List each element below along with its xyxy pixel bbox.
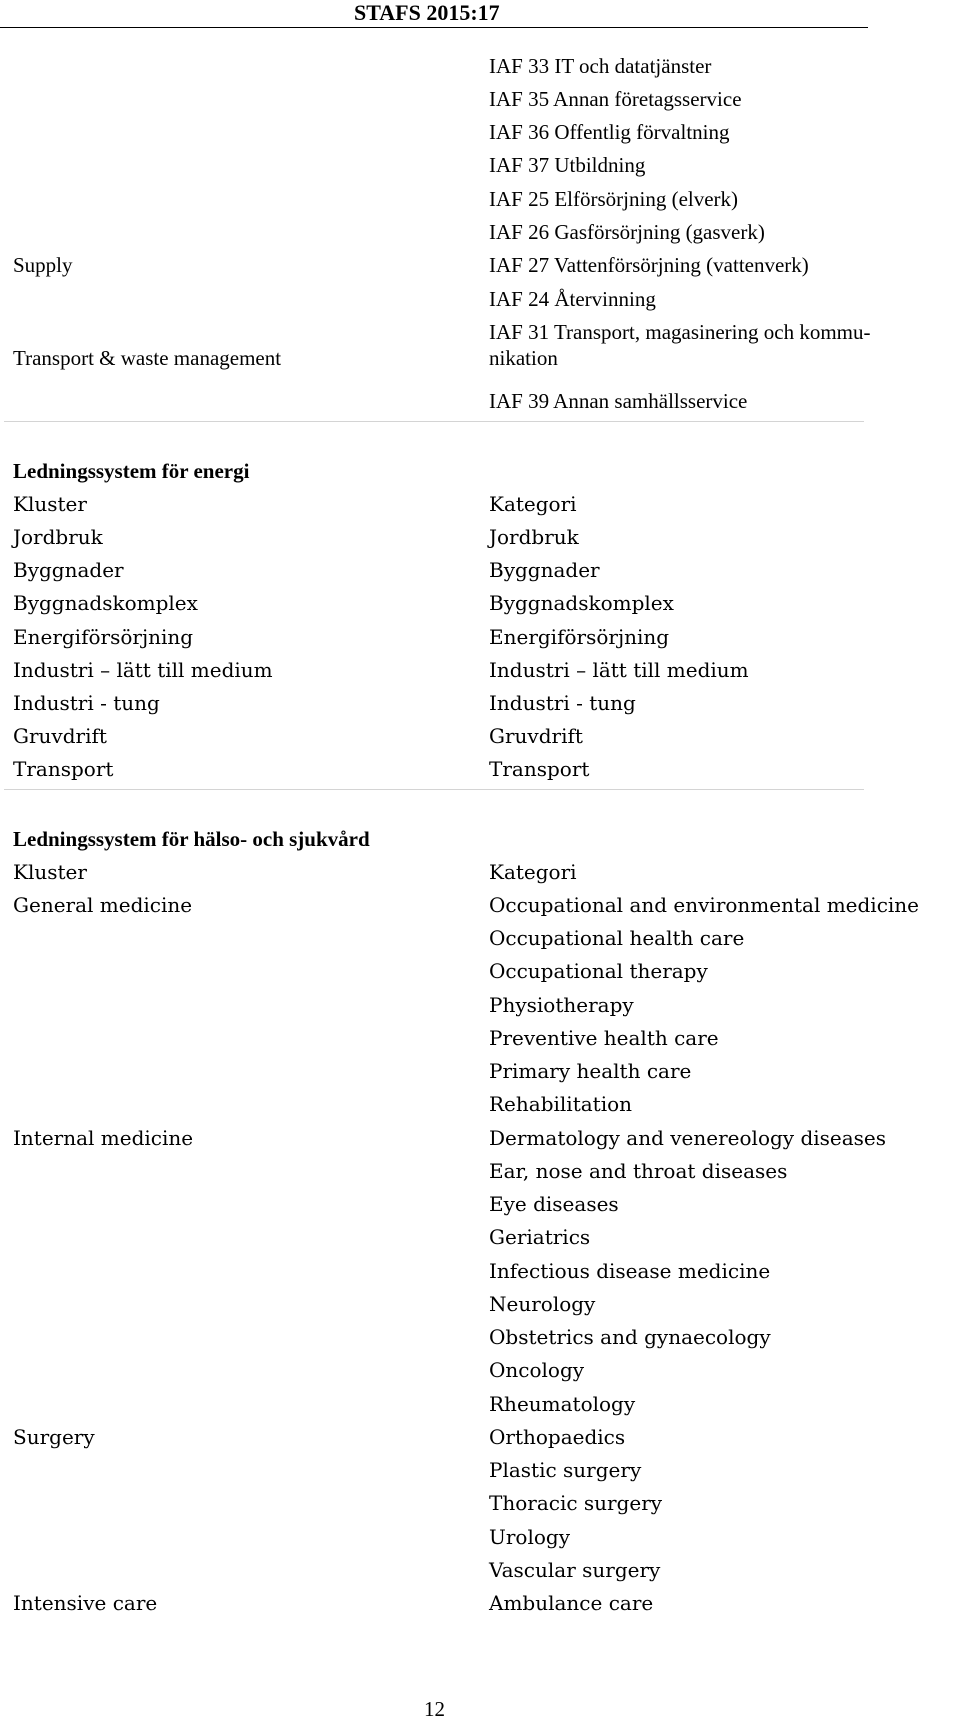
table-cell: Jordbruk: [13, 525, 103, 549]
table-cell: Byggnadskomplex: [489, 591, 674, 616]
table-cell: Industri - tung: [13, 691, 160, 715]
energy-kluster-header: Kluster: [13, 492, 87, 516]
table-cell: Gruvdrift: [13, 724, 107, 749]
table-cell: IAF 39 Annan samhällsservice: [489, 389, 748, 413]
page-number: 12: [424, 1697, 445, 1721]
energy-kategori-header: Kategori: [489, 492, 577, 516]
table-cell: IAF 31 Transport, magasinering och kommu-: [489, 320, 871, 344]
table-cell: Dermatology and venereology diseases: [489, 1125, 887, 1150]
table-cell: Rheumatology: [489, 1391, 636, 1416]
table-cell: Industri – lätt till medium: [489, 657, 749, 682]
table-cell: Occupational therapy: [489, 959, 708, 984]
table-cell: Thoracic surgery: [489, 1491, 663, 1516]
table-cell: Preventive health care: [489, 1025, 719, 1050]
table-cell: Energiförsörjning: [489, 624, 670, 649]
energy-section-title: Ledningssystem för energi: [13, 459, 250, 483]
table-cell: Occupational and environmental medicine: [489, 893, 920, 917]
table-cell: Neurology: [489, 1291, 596, 1316]
health-kategori-header: Kategori: [489, 860, 577, 884]
table-cell: IAF 27 Vattenförsörjning (vattenverk): [489, 253, 809, 277]
table-cell: Jordbruk: [489, 525, 579, 549]
table-cell: IAF 33 IT och datatjänster: [489, 54, 712, 78]
table-cell: Internal medicine: [13, 1125, 194, 1150]
table-cell: General medicine: [13, 893, 193, 917]
header-rule: [0, 27, 868, 28]
table-cell: Vascular surgery: [489, 1557, 661, 1582]
table-cell: IAF 26 Gasförsörjning (gasverk): [489, 220, 765, 244]
table-cell: Occupational health care: [489, 926, 745, 951]
table-cell: Eye diseases: [489, 1192, 619, 1217]
table-cell: Transport: [489, 757, 590, 782]
table-cell: Byggnader: [13, 558, 124, 583]
table-cell: Byggnadskomplex: [13, 591, 198, 616]
table-cell: Primary health care: [489, 1059, 692, 1084]
document-header: STAFS 2015:17: [354, 0, 500, 25]
table-cell: Supply: [13, 253, 73, 277]
table-cell: Obstetrics and gynaecology: [489, 1325, 771, 1350]
table-cell: Transport: [13, 757, 114, 782]
divider: [4, 789, 864, 790]
table-cell: Ambulance care: [489, 1591, 654, 1616]
table-cell: Oncology: [489, 1358, 585, 1383]
table-cell: IAF 25 Elförsörjning (elverk): [489, 187, 739, 211]
table-cell: Energiförsörjning: [13, 624, 194, 649]
table-cell: IAF 36 Offentlig förvaltning: [489, 120, 730, 144]
table-cell: nikation: [489, 346, 558, 370]
divider: [4, 421, 864, 422]
table-cell: Rehabilitation: [489, 1092, 633, 1117]
health-kluster-header: Kluster: [13, 860, 87, 884]
table-cell: Plastic surgery: [489, 1458, 642, 1483]
table-cell: Intensive care: [13, 1591, 158, 1616]
table-cell: Physiotherapy: [489, 992, 634, 1017]
health-section-title: Ledningssystem för hälso- och sjukvård: [13, 827, 370, 851]
table-cell: Orthopaedics: [489, 1424, 626, 1449]
table-cell: Ear, nose and throat diseases: [489, 1158, 788, 1183]
table-cell: IAF 24 Återvinning: [489, 287, 656, 311]
table-cell: Industri - tung: [489, 691, 636, 715]
table-cell: Surgery: [13, 1424, 95, 1449]
table-cell: Gruvdrift: [489, 724, 583, 749]
table-cell: Urology: [489, 1524, 570, 1549]
table-cell: IAF 37 Utbildning: [489, 153, 646, 177]
table-cell: Transport & waste management: [13, 346, 282, 370]
table-cell: Byggnader: [489, 558, 600, 583]
table-cell: Industri – lätt till medium: [13, 657, 273, 682]
table-cell: Infectious disease medicine: [489, 1258, 771, 1283]
table-cell: IAF 35 Annan företagsservice: [489, 87, 742, 111]
table-cell: Geriatrics: [489, 1225, 591, 1250]
